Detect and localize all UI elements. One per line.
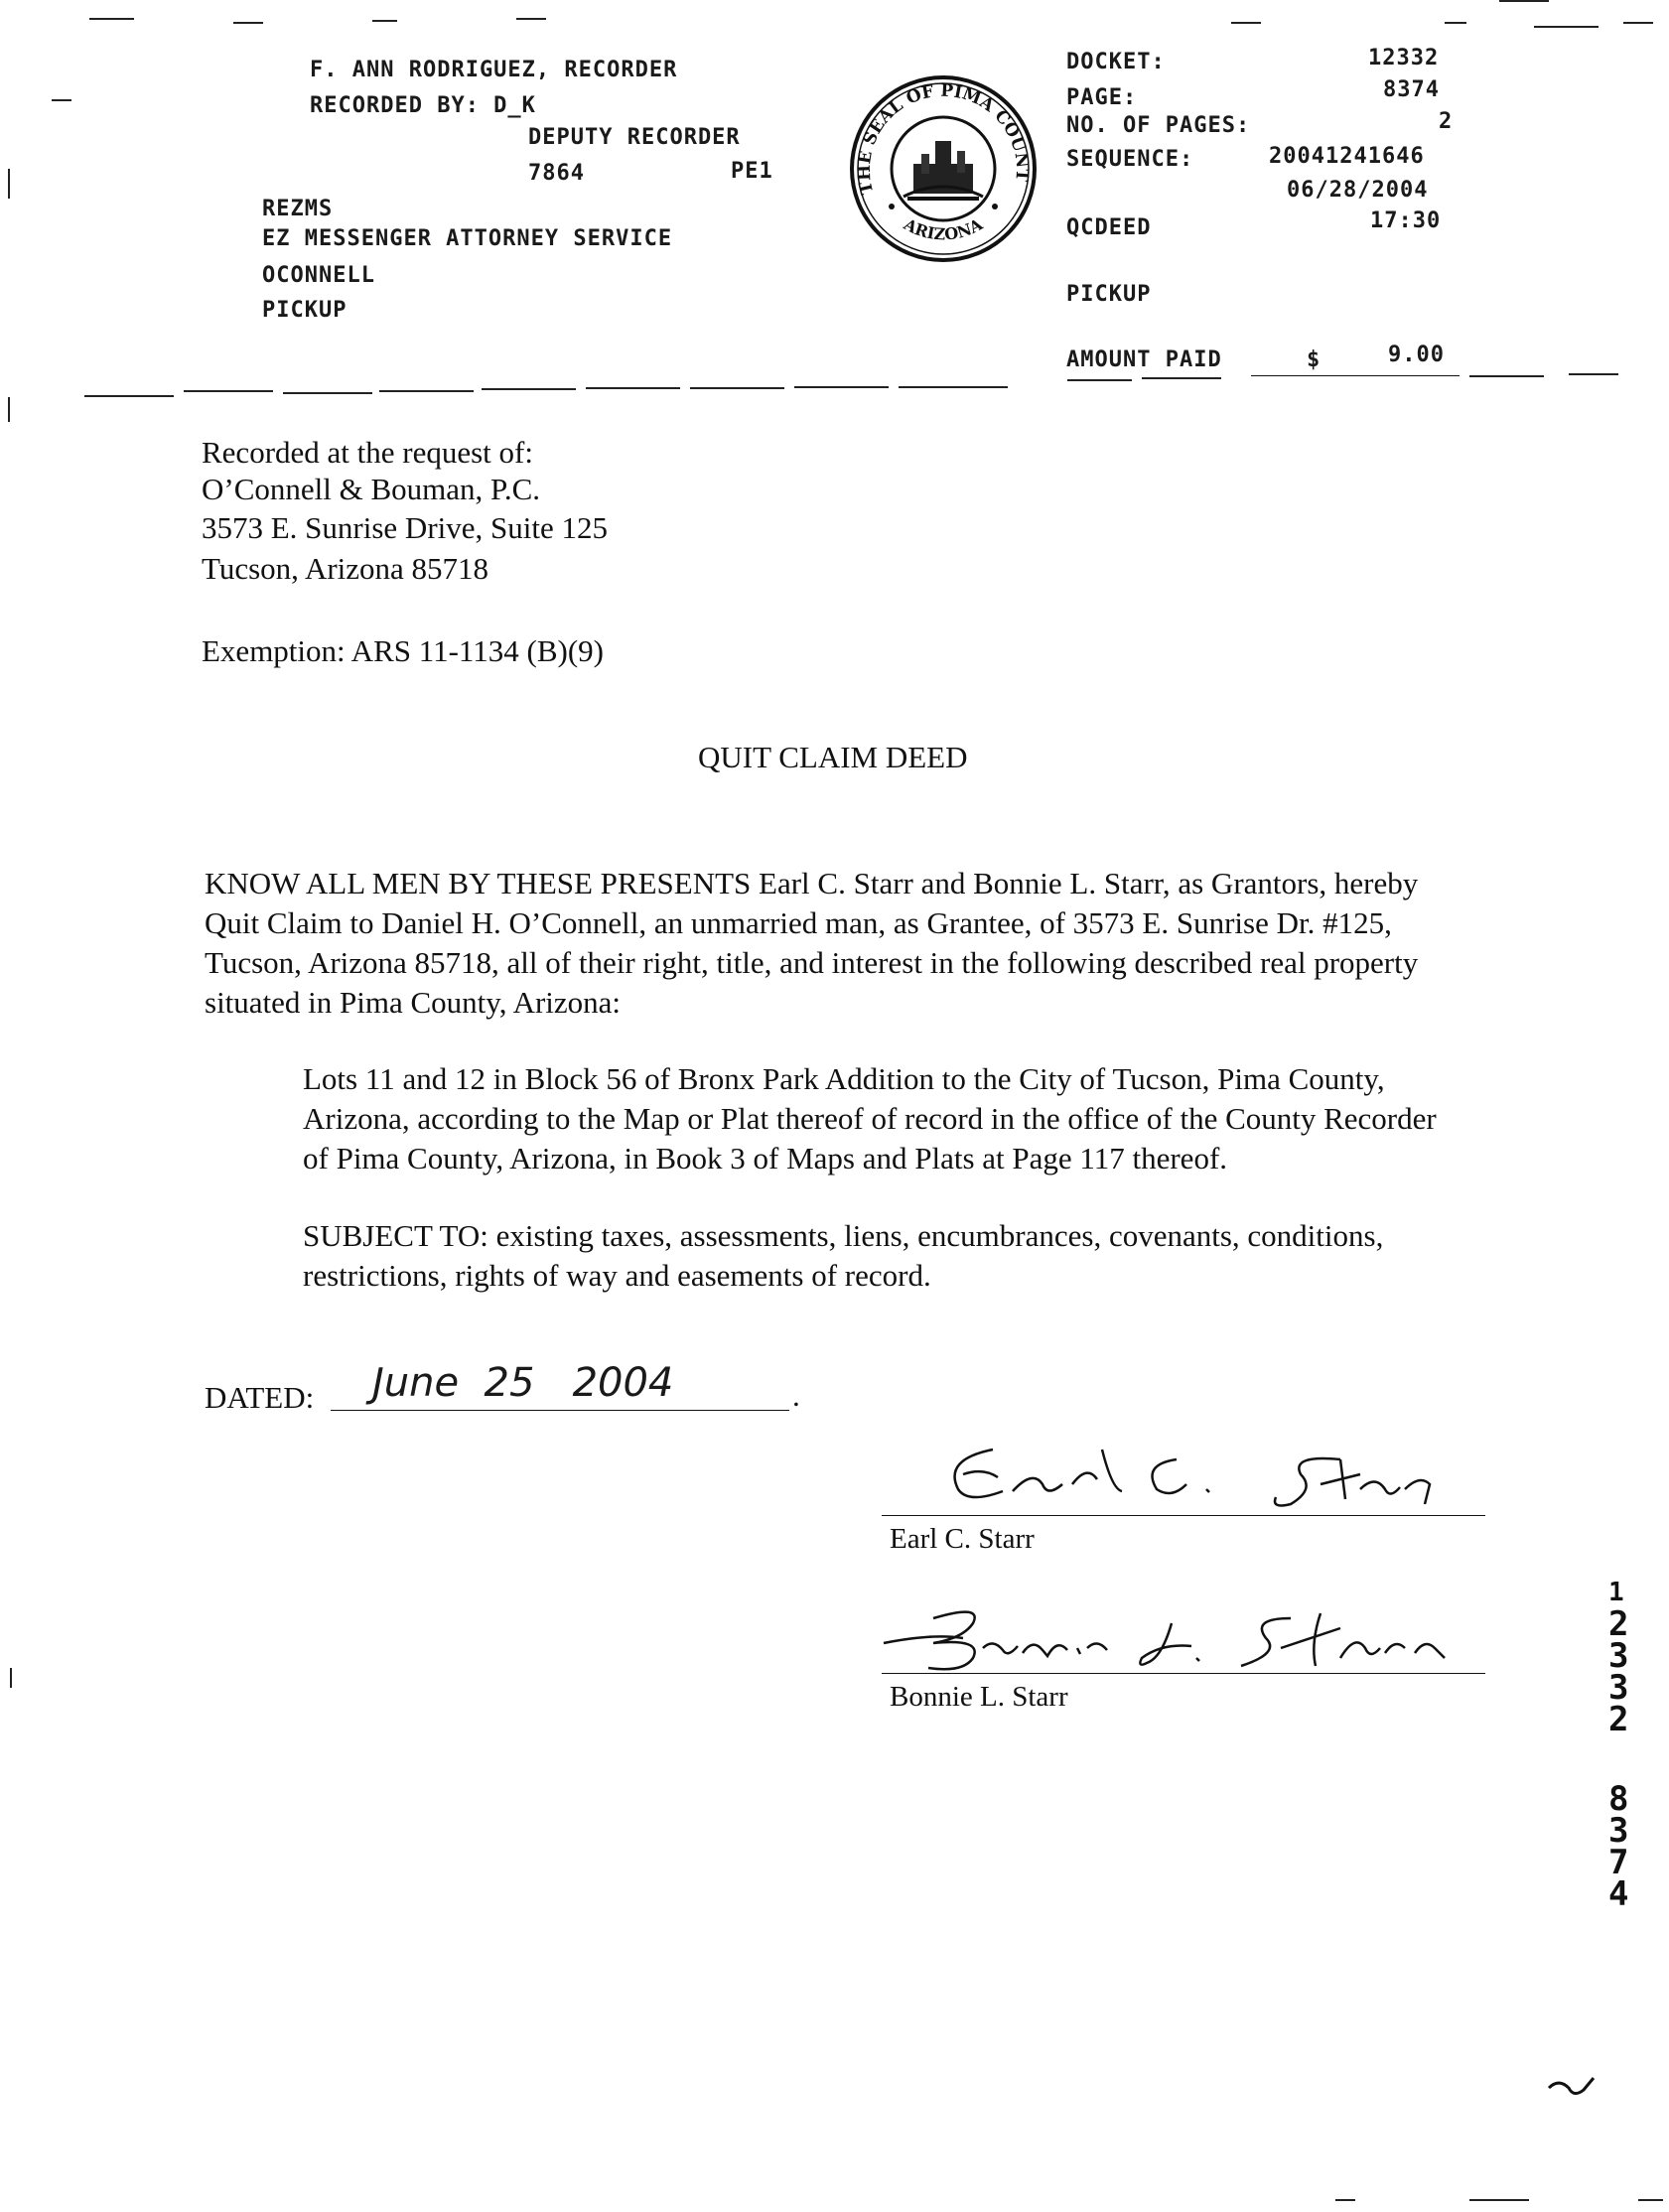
signature-line-earl — [882, 1515, 1485, 1516]
amount-underline — [1251, 375, 1460, 376]
sequence-label: SEQUENCE: — [1066, 147, 1194, 172]
deputy-number: 7864 — [528, 161, 585, 186]
stamp-digit: 3 — [1608, 1668, 1629, 1708]
return-firm: O’Connell & Bouman, P.C. — [202, 472, 541, 506]
recorded-by: RECORDED BY: D_K — [310, 93, 536, 118]
pages-label: NO. OF PAGES: — [1066, 113, 1251, 138]
legal-line: of Pima County, Arizona, in Book 3 of Maps and Plats at Page 117 thereof. — [303, 1141, 1228, 1175]
scan-mark — [8, 169, 10, 199]
stamp-digit: 8 — [1608, 1779, 1629, 1819]
return-city: Tucson, Arizona 85718 — [202, 551, 489, 586]
legal-line: Arizona, according to the Map or Plat thereof of record in the office of the County Recorder — [303, 1101, 1437, 1136]
docket-label: DOCKET: — [1066, 50, 1166, 74]
dated-period: . — [792, 1378, 800, 1413]
legal-line: Lots 11 and 12 in Block 56 of Bronx Park Addition to the City of Tucson, Pima County, — [303, 1061, 1385, 1096]
contact-name: OCONNELL — [262, 263, 375, 288]
scan-mark — [1335, 2199, 1355, 2201]
printed-name-earl: Earl C. Starr — [890, 1523, 1035, 1555]
recording-date: 06/28/2004 — [1287, 178, 1429, 203]
stamp-digit: 1 — [1608, 1578, 1624, 1607]
sequence-value: 20041241646 — [1269, 144, 1425, 169]
scan-mark — [52, 99, 71, 101]
grant-line: Quit Claim to Daniel H. O’Connell, an unmarried man, as Grantee, of 3573 E. Sunrise Dr. #125, — [205, 905, 1392, 940]
account-code: REZMS — [262, 197, 334, 221]
dated-handwritten: June 25 2004 — [372, 1360, 674, 1406]
seal-text-top: THE SEAL OF PIMA COUNT — [854, 80, 1033, 197]
company-name: EZ MESSENGER ATTORNEY SERVICE — [262, 226, 673, 251]
docket-value: 12332 — [1368, 46, 1440, 70]
stamp-digit: 7 — [1608, 1843, 1629, 1882]
subject-line: SUBJECT TO: existing taxes, assessments, liens, encumbrances, covenants, conditions, — [303, 1218, 1384, 1253]
scan-mark — [372, 20, 397, 22]
delivery-method: PICKUP — [262, 298, 348, 323]
amount-label: AMOUNT PAID — [1066, 347, 1222, 372]
stamp-digit: 2 — [1608, 1604, 1629, 1644]
signature-bonnie-starr — [874, 1589, 1489, 1678]
scan-mark — [1231, 22, 1261, 24]
stamp-digit: 3 — [1608, 1811, 1629, 1851]
seal-text-bottom: ARIZONA — [901, 214, 986, 244]
page-label: PAGE: — [1066, 85, 1138, 110]
scan-mark — [1469, 2199, 1529, 2201]
svg-text:ARIZONA — [900, 214, 986, 244]
scan-mark — [1623, 22, 1653, 24]
scan-mark — [8, 397, 10, 422]
document-type: QCDEED — [1066, 215, 1152, 240]
seal-graphic — [844, 69, 1043, 268]
signature-earl-starr — [923, 1430, 1479, 1519]
signature-line-bonnie — [882, 1673, 1485, 1674]
stamp-digit: 2 — [1608, 1700, 1629, 1739]
subject-to-clause — [303, 1216, 1383, 1296]
scan-mark — [1499, 0, 1549, 2]
county-seal — [844, 69, 1043, 268]
page-value: 8374 — [1383, 77, 1440, 102]
delivery-method-right: PICKUP — [1066, 282, 1152, 307]
scan-mark — [1638, 2199, 1663, 2201]
pages-value: 2 — [1439, 109, 1454, 134]
deputy-code: PE1 — [731, 159, 773, 184]
legal-description — [303, 1059, 1437, 1178]
scan-mark — [89, 18, 134, 20]
return-street: 3573 E. Sunrise Drive, Suite 125 — [202, 510, 608, 545]
grant-paragraph — [205, 864, 1418, 1023]
seal-city-icon — [904, 141, 983, 201]
subject-line: restrictions, rights of way and easements of record. — [303, 1258, 931, 1293]
grant-line: Tucson, Arizona 85718, all of their right, title, and interest in the following described real property — [205, 945, 1419, 980]
dated-underline — [331, 1410, 789, 1411]
return-request-label: Recorded at the request of: — [202, 435, 533, 470]
scan-mark — [1445, 22, 1466, 24]
stamp-digit: 4 — [1608, 1874, 1629, 1914]
stamp-digit: 3 — [1608, 1636, 1629, 1676]
amount-currency: $ — [1307, 347, 1321, 372]
scan-mark — [516, 18, 546, 20]
scan-mark — [10, 1668, 12, 1688]
recorder-name: F. ANN RODRIGUEZ, RECORDER — [310, 58, 678, 82]
deputy-title: DEPUTY RECORDER — [528, 125, 741, 150]
scan-mark — [1534, 26, 1599, 28]
document-title: QUIT CLAIM DEED — [698, 740, 968, 774]
exemption-line: Exemption: ARS 11-1134 (B)(9) — [202, 633, 604, 668]
handwritten-mark — [1544, 2070, 1603, 2115]
printed-name-bonnie: Bonnie L. Starr — [890, 1681, 1068, 1713]
dated-label: DATED: — [205, 1380, 315, 1415]
amount-value: 9.00 — [1388, 343, 1445, 367]
recording-time: 17:30 — [1370, 208, 1442, 233]
grant-line: KNOW ALL MEN BY THESE PRESENTS Earl C. Starr and Bonnie L. Starr, as Grantors, hereby — [205, 866, 1419, 900]
grant-line: situated in Pima County, Arizona: — [205, 985, 622, 1020]
scan-mark — [233, 22, 263, 24]
signature-bonnie-graphic — [874, 1589, 1489, 1678]
signature-earl-graphic — [923, 1430, 1479, 1519]
